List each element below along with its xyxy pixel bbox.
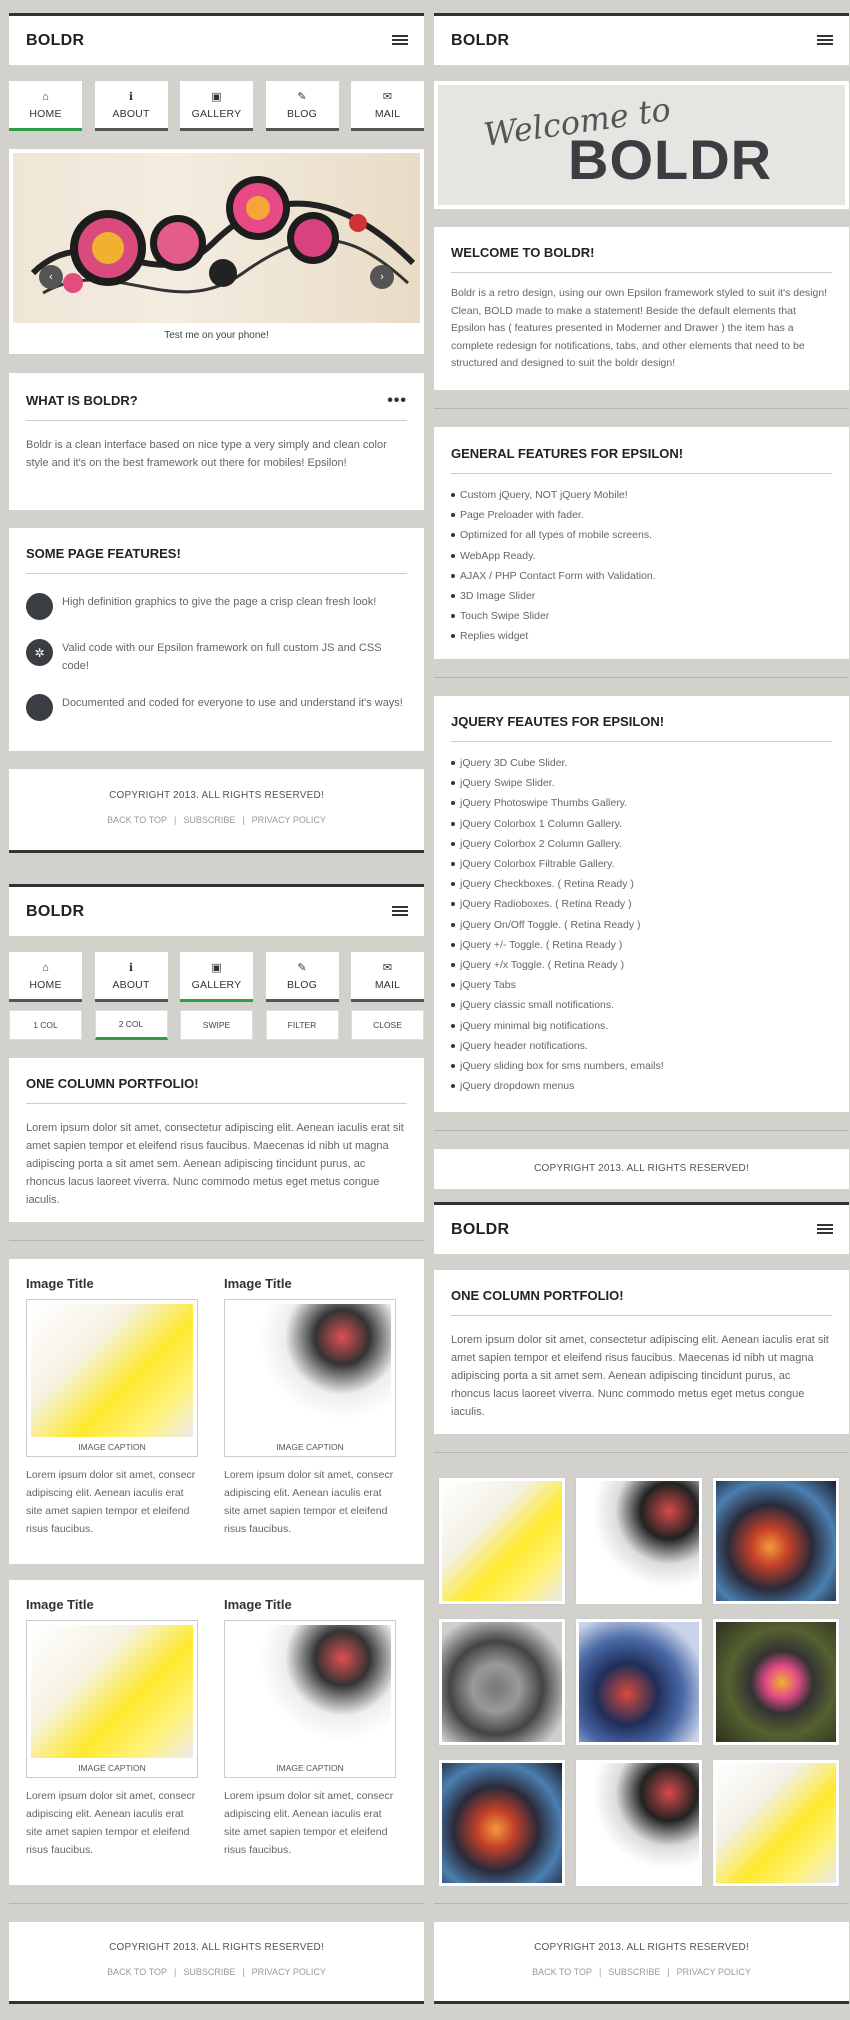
list-item: jQuery Swipe Slider. (451, 773, 832, 793)
two-column-gallery (9, 1580, 424, 1885)
list-item: Page Preloader with fader. (451, 505, 832, 525)
header-bar (434, 1202, 849, 1254)
list-item: jQuery 3D Cube Slider. (451, 753, 832, 773)
footer-links: BACK TO TOP | SUBSCRIBE | PRIVACY POLICY (107, 815, 326, 825)
logo[interactable]: BOLDR (451, 31, 510, 49)
gallery-thumbnail[interactable] (576, 1478, 702, 1604)
what-is-card (9, 373, 424, 510)
privacy-policy-link[interactable]: PRIVACY POLICY (676, 1967, 751, 1977)
image-frame: IMAGE CAPTION (26, 1299, 198, 1457)
back-to-top-link[interactable]: BACK TO TOP (532, 1967, 592, 1977)
slider-prev-button[interactable]: ‹ (39, 265, 63, 289)
logo[interactable]: BOLDR (26, 31, 85, 49)
nav-mail[interactable]: ✉ MAIL (351, 81, 424, 131)
image-title: Image Title (224, 1597, 292, 1612)
footer (434, 1149, 849, 1189)
header-bar (9, 13, 424, 65)
privacy-policy-link[interactable]: PRIVACY POLICY (251, 1967, 326, 1977)
list-item: jQuery Checkboxes. ( Retina Ready ) (451, 874, 832, 894)
section-divider (434, 1903, 849, 1904)
nav-home[interactable]: ⌂ HOME (9, 952, 82, 1002)
logo[interactable]: BOLDR (26, 902, 85, 920)
feature-item: High definition graphics to give the page a crisp clean fresh look! (26, 593, 407, 620)
filter-swipe[interactable]: SWIPE (180, 1010, 253, 1040)
card-title: SOME PAGE FEATURES! (26, 546, 407, 574)
feature-item: Documented and coded for everyone to use and understand it's ways! (26, 694, 407, 721)
copyright: COPYRIGHT 2013. ALL RIGHTS RESERVED! (109, 790, 324, 801)
nav-blog[interactable]: ✎ BLOG (266, 952, 339, 1002)
image-title: Image Title (26, 1597, 94, 1612)
card-title: JQUERY FEAUTES FOR EPSILON! (451, 714, 832, 742)
subscribe-link[interactable]: SUBSCRIBE (608, 1967, 661, 1977)
footer-links: BACK TO TOP | SUBSCRIBE | PRIVACY POLICY (532, 1967, 751, 1977)
home-icon: ⌂ (42, 90, 49, 103)
section-divider (9, 1903, 424, 1904)
card-title: ONE COLUMN PORTFOLIO! (451, 1288, 832, 1316)
image-frame: IMAGE CAPTION (224, 1620, 396, 1778)
list-item: jQuery sliding box for sms numbers, emails! (451, 1056, 832, 1076)
feature-icon (26, 694, 53, 721)
image-slider (9, 149, 424, 354)
page-features-card (9, 528, 424, 751)
general-features-card (434, 427, 849, 659)
main-nav (9, 81, 424, 131)
card-title: WELCOME TO BOLDR! (451, 245, 832, 273)
gallery-item[interactable]: Image Title IMAGE CAPTION Lorem ipsum dolor sit amet, consecr adipiscing elit. Aenean iaculis erat site amet sapien tempor et eleifend risus faucibus. (224, 1597, 396, 1859)
envelope-icon: ✉ (382, 90, 393, 103)
image-title: Image Title (26, 1276, 94, 1291)
gallery-thumbnail[interactable] (439, 1619, 565, 1745)
footer (9, 1922, 424, 2004)
welcome-big-logo: BOLDR (568, 128, 773, 191)
footer (434, 1922, 849, 2004)
welcome-banner (434, 81, 849, 209)
list-item: jQuery Radioboxes. ( Retina Ready ) (451, 894, 832, 914)
image-title: Image Title (224, 1276, 292, 1291)
gallery-thumbnail[interactable] (713, 1478, 839, 1604)
portfolio-intro-card (434, 1270, 849, 1434)
slider-next-button[interactable]: › (370, 265, 394, 289)
privacy-policy-link[interactable]: PRIVACY POLICY (251, 815, 326, 825)
home-icon: ⌂ (42, 961, 49, 974)
list-item: jQuery minimal big notifications. (451, 1016, 832, 1036)
card-title: ONE COLUMN PORTFOLIO! (26, 1076, 407, 1104)
gallery-thumbnail[interactable] (713, 1760, 839, 1886)
copyright: COPYRIGHT 2013. ALL RIGHTS RESERVED! (534, 1942, 749, 1953)
copyright: COPYRIGHT 2013. ALL RIGHTS RESERVED! (109, 1942, 324, 1953)
two-column-gallery (9, 1259, 424, 1564)
gallery-item[interactable]: Image Title IMAGE CAPTION Lorem ipsum dolor sit amet, consecr adipiscing elit. Aenean iaculis erat site amet sapien tempor et eleifend risus faucibus. (224, 1276, 396, 1538)
portfolio-intro-card (9, 1058, 424, 1222)
section-divider (434, 1130, 849, 1131)
main-nav (9, 952, 424, 1002)
nav-mail[interactable]: ✉ MAIL (351, 952, 424, 1002)
section-divider (434, 677, 849, 678)
copyright: COPYRIGHT 2013. ALL RIGHTS RESERVED! (534, 1163, 749, 1174)
gallery-item[interactable]: Image Title IMAGE CAPTION Lorem ipsum dolor sit amet, consecr adipiscing elit. Aenean iaculis erat site amet sapien tempor et eleifend risus faucibus. (26, 1276, 198, 1538)
filter-filter[interactable]: FILTER (266, 1010, 339, 1040)
list-item: Optimized for all types of mobile screens. (451, 525, 832, 545)
list-item: jQuery header notifications. (451, 1036, 832, 1056)
general-features-list (451, 485, 832, 647)
gallery-thumbnail[interactable] (713, 1619, 839, 1745)
list-item: jQuery +/- Toggle. ( Retina Ready ) (451, 935, 832, 955)
menu-icon[interactable] (817, 1224, 833, 1235)
nav-blog[interactable]: ✎ BLOG (266, 81, 339, 131)
menu-icon[interactable] (817, 35, 833, 46)
nav-about[interactable]: ℹ ABOUT (95, 952, 168, 1002)
list-item: jQuery dropdown menus (451, 1076, 832, 1096)
nav-about[interactable]: ℹ ABOUT (95, 81, 168, 131)
list-item: Touch Swipe Slider (451, 606, 832, 626)
back-to-top-link[interactable]: BACK TO TOP (107, 815, 167, 825)
menu-icon[interactable] (392, 906, 408, 917)
what-is-text: Boldr is a clean interface based on nice type a very simply and clean color style and it's on the best framework out there for mobiles! Epsilon! (26, 439, 387, 469)
welcome-script: Welcome to (481, 90, 673, 154)
section-divider (434, 1452, 849, 1453)
gallery-thumbnail[interactable] (576, 1619, 702, 1745)
list-item: jQuery Colorbox 1 Column Gallery. (451, 814, 832, 834)
banner-image (438, 85, 845, 205)
card-title: GENERAL FEATURES FOR EPSILON! (451, 446, 832, 474)
slider-image (13, 153, 420, 323)
gallery-thumbnail[interactable] (439, 1760, 565, 1886)
feature-item: ✲ Valid code with our Epsilon framework on full custom JS and CSS code! (26, 639, 407, 675)
list-item: jQuery Colorbox Filtrable Gallery. (451, 854, 832, 874)
list-item: jQuery Colorbox 2 Column Gallery. (451, 834, 832, 854)
feature-icon (26, 593, 53, 620)
envelope-icon: ✉ (382, 961, 393, 974)
collage-image (31, 1304, 193, 1437)
filter-close[interactable]: CLOSE (351, 1010, 424, 1040)
thumbnail-grid (434, 1473, 849, 1888)
footer (9, 769, 424, 853)
section-divider (9, 1240, 424, 1241)
image-frame: IMAGE CAPTION (26, 1620, 198, 1778)
image-frame: IMAGE CAPTION (224, 1299, 396, 1457)
collage-image (31, 1625, 193, 1758)
filter-1-col[interactable]: 1 COL (9, 1010, 82, 1040)
info-icon: ℹ (128, 90, 134, 103)
list-item: jQuery classic small notifications. (451, 995, 832, 1015)
pencil-icon: ✎ (297, 961, 307, 974)
filter-2-col[interactable]: 2 COL (95, 1010, 168, 1040)
slider-caption: Test me on your phone! (164, 330, 269, 341)
list-item: Replies widget (451, 626, 832, 646)
list-item: AJAX / PHP Contact Form with Validation. (451, 566, 832, 586)
list-item: WebApp Ready. (451, 546, 832, 566)
gallery-thumbnail[interactable] (439, 1478, 565, 1604)
gallery-filter-row (9, 1010, 424, 1040)
menu-icon[interactable] (392, 35, 408, 46)
portfolio-text: Lorem ipsum dolor sit amet, consectetur adipiscing elit. Aenean iaculis erat sit amet sapien tempor et eleifend risus faucibus. Maecenas id nibh ut magna adipiscing porta a sit amet sem. Aenean adipiscing tincidunt purus, ac rhoncus lacus laoreet viverra. Nunc commodo metus eget metus congue iaculis. (26, 1122, 404, 1206)
section-divider (434, 408, 849, 409)
pencil-icon: ✎ (297, 90, 307, 103)
jquery-features-list (451, 753, 832, 1096)
abstract-image (229, 1304, 391, 1437)
welcome-card (434, 227, 849, 390)
header-bar (9, 884, 424, 936)
picture-icon: ▣ (211, 90, 222, 103)
gallery-thumbnail[interactable] (576, 1760, 702, 1886)
logo[interactable]: BOLDR (451, 1220, 510, 1238)
footer-links: BACK TO TOP | SUBSCRIBE | PRIVACY POLICY (107, 1967, 326, 1977)
list-item: jQuery Tabs (451, 975, 832, 995)
list-item: 3D Image Slider (451, 586, 832, 606)
header-bar (434, 13, 849, 65)
gallery-item[interactable]: Image Title IMAGE CAPTION Lorem ipsum dolor sit amet, consecr adipiscing elit. Aenean iaculis erat site amet sapien tempor et eleifend risus faucibus. (26, 1597, 198, 1859)
info-icon: ℹ (128, 961, 134, 974)
nav-home[interactable]: ⌂ HOME (9, 81, 82, 131)
list-item: jQuery On/Off Toggle. ( Retina Ready ) (451, 915, 832, 935)
card-title: WHAT IS BOLDR? ••• (26, 393, 407, 421)
nav-gallery[interactable]: ▣ GALLERY (180, 81, 253, 131)
abstract-image (229, 1625, 391, 1758)
back-to-top-link[interactable]: BACK TO TOP (107, 1967, 167, 1977)
list-item: jQuery +/x Toggle. ( Retina Ready ) (451, 955, 832, 975)
list-item: Custom jQuery, NOT jQuery Mobile! (451, 485, 832, 505)
nav-gallery[interactable]: ▣ GALLERY (180, 952, 253, 1002)
subscribe-link[interactable]: SUBSCRIBE (183, 815, 236, 825)
portfolio-text: Lorem ipsum dolor sit amet, consectetur adipiscing elit. Aenean iaculis erat sit amet sapien tempor et eleifend risus faucibus. Maecenas id nibh ut magna adipiscing porta a sit amet sem. Aenean adipiscing tincidunt purus, ac rhoncus lacus laoreet viverra. Nunc commodo metus eget metus congue iaculis. (451, 1334, 829, 1418)
code-icon: ✲ (26, 639, 53, 666)
subscribe-link[interactable]: SUBSCRIBE (183, 1967, 236, 1977)
list-item: jQuery Photoswipe Thumbs Gallery. (451, 793, 832, 813)
welcome-text: Boldr is a retro design, using our own Epsilon framework styled to suit it's design! Clean, BOLD made to make a statement! Beside the default elements that Epsilon has ( features presented in Moderner and Drawer ) the item has a complete redesign for notifications, tabs, and other elements that need to be structured and designed to suit the boldr design! (451, 287, 828, 369)
more-icon[interactable]: ••• (387, 391, 407, 409)
jquery-features-card (434, 696, 849, 1112)
picture-icon: ▣ (211, 961, 222, 974)
